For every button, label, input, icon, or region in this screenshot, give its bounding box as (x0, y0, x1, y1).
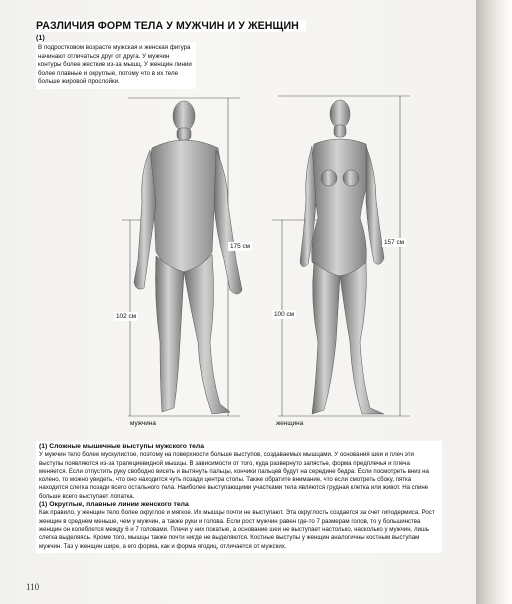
female-hip-label: 100 см (274, 311, 295, 318)
body-text-block (36, 441, 442, 553)
book-spine (476, 0, 512, 604)
section2-text: Как правило, у женщин тело более округлое и мягкое. Их мышцы почти не выступают. Эта округлость создается за счет гиподермиса. Рост женщин в среднем меньше, чем у мужчин, а также руки и голова. Если рост мужчин равен где-то 7 размерам голов, то у большинства женщин он колеблется между 6 и 7 головами. Плечи у них покатые, а основание шеи не выступает настолько, насколько у мужчин, лишь слегка выделяясь. Кроме того, мышцы также почти нигде не выделяются. Костные выступы у женщин аналогичны костным выступам мужчин. Таз у женщин шире, а его форма, как и форма ягодиц, отличается от мужских. (39, 509, 435, 550)
figures-illustration (100, 92, 430, 432)
intro-tag: (1) (36, 33, 45, 42)
page-number: 110 (26, 582, 40, 592)
page-title: РАЗЛИЧИЯ ФОРМ ТЕЛА У МУЖЧИН И У ЖЕНЩИН (36, 20, 306, 32)
section1-text: У мужчин тело более мускулистое, поэтому на поверхности больше выступов, создаваемых мышцами. У основания шеи и плеч эти выступы появляются из-за трапециевидной мышцы. В зависимости от того, куда развернуто запястье, форма предплечья и плеча меняется. Если отпустить руку свободно висеть и вытянуть пальцы, кончики пальцев будут на середине бедра. Если посмотреть вниз на колено, то можно увидеть, что оно находится чуть позади центра стопы. Также обратите внимание, что если смотреть сбоку, пятка находится слегка позади всего остального тела. Наиболее выступающими участками тела являются грудная клетка или живот. На спине больше всего выступает лопатка. (39, 451, 429, 500)
female-height-label: 157 см (384, 239, 405, 246)
intro-paragraph: В подростковом возрасте мужская и женская фигура начинают отличаться друг от друга. У мужчин контуры более жесткие из-за мышц. У женщин линии более плавные и округлые, потому что в их теле больше жировой прослойки. (36, 42, 196, 89)
section2-heading: (1) Округлые, плавные линии женского тела (39, 501, 189, 509)
female-caption: женщина (276, 420, 304, 427)
male-height-label: 175 см (230, 243, 251, 250)
male-figure (134, 101, 242, 414)
male-hip-label: 102 см (116, 313, 137, 320)
male-caption: мужчина (130, 420, 156, 427)
body-figures-svg (100, 92, 430, 432)
section1-heading: (1) Сложные мышечные выступы мужского тела (39, 443, 205, 450)
female-figure (300, 100, 384, 414)
